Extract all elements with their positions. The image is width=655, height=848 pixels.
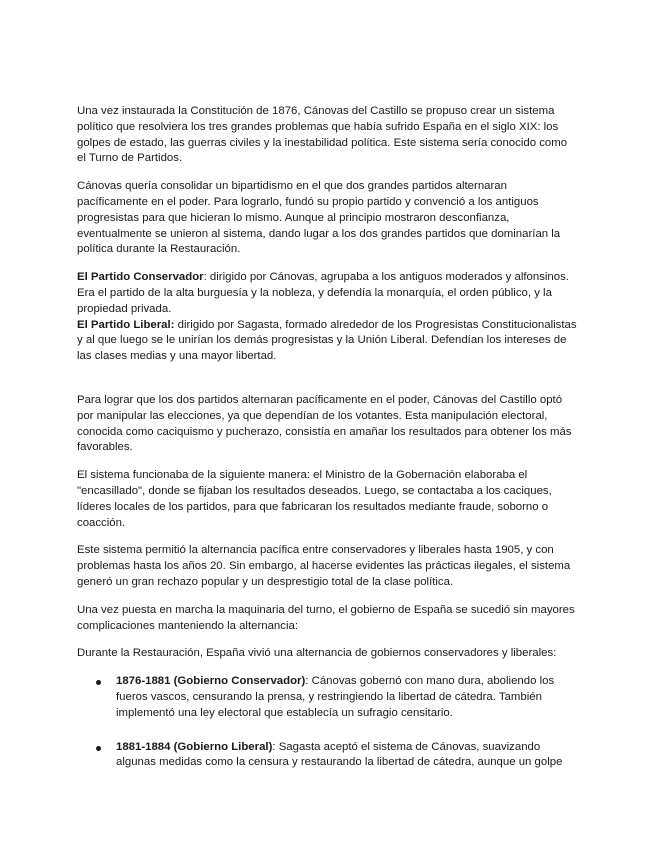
paragraph-alternancia: Este sistema permitió la alternancia pacífica entre conservadores y liberales hasta 1905, y con problemas hasta los años 20. Sin embargo, al hacerse evidentes las prácticas ilegales, el sistema generó un gran rechazo popular y un desprestigio total de la clase política. bbox=[77, 544, 571, 588]
partido-liberal-text: dirigido por Sagasta, formado alrededor de los Progresistas Constitucionalistas y al que luego se le unirían los demás progresistas y la Unión Liberal. Defendían los intereses de las clases medias y una mayor libertad. bbox=[77, 318, 577, 363]
document-page bbox=[77, 104, 577, 789]
list-item-text: : Sagasta aceptó el sistema de Cánovas, suavizando algunas medidas como la censura y restaurando la libertad de cátedra, aunque un golpe bbox=[116, 740, 563, 769]
paragraph-restauracion: Durante la Restauración, España vivió una alternancia de gobiernos conservadores y liberales: bbox=[77, 647, 557, 660]
gobiernos-list bbox=[77, 674, 577, 771]
paragraph-partido-liberal bbox=[77, 318, 577, 365]
paragraph-maquinaria: Una vez puesta en marcha la maquinaria del turno, el gobierno de España se sucedió sin mayores complicaciones manteniendo la alternancia: bbox=[77, 603, 575, 632]
partido-liberal-label: El Partido Liberal: bbox=[77, 318, 175, 331]
paragraph-bipartidismo: Cánovas quería consolidar un bipartidismo en el que dos grandes partidos alternaran pacíficamente en el poder. Para lograrlo, fundó su propio partido y convenció a los antiguos progresistas para que hicieran lo mismo. Aunque al principio mostraron desconfianza, eventualmente se unieron al sistema, dando lugar a los dos grandes partidos que dominarían la política durante la Restauración. bbox=[77, 180, 561, 256]
paragraph-partido-conservador bbox=[77, 270, 577, 317]
partido-conservador-text: : dirigido por Cánovas, agrupaba a los antiguos moderados y alfonsinos. Era el partido de la alta burguesía y la nobleza, y defendía la monarquía, el orden público, y la propiedad privada. bbox=[77, 271, 569, 315]
paragraph-intro: Una vez instaurada la Constitución de 1876, Cánovas del Castillo se propuso crear un sistema político que resolviera los tres grandes problemas que había sufrido España en el siglo XIX: los golpes de estado, las guerras civiles y la inestabilidad política. Este sistema sería conocido como el Turno de Partidos. bbox=[77, 105, 568, 165]
list-item-text: : Cánovas gobernó con mano dura, aboliendo los fueros vascos, censurando la prensa, y restringiendo la libertad de cátedra. También implementó una ley electoral que establecía un sufragio censitario. bbox=[116, 675, 555, 719]
bullet-icon bbox=[96, 680, 101, 685]
list-item bbox=[77, 674, 577, 721]
paragraph-funcionamiento: El sistema funcionaba de la siguiente manera: el Ministro de la Gobernación elaboraba el "encasillado", donde se fijaban los resultados deseados. Luego, se contactaba a los caciques, líderes locales de los partidos, para que fabricaran los resultados mediante fraude, soborno o coacción. bbox=[77, 469, 552, 529]
list-item-label: 1881-1884 (Gobierno Liberal) bbox=[116, 740, 273, 753]
list-item bbox=[77, 740, 577, 772]
list-item-label: 1876-1881 (Gobierno Conservador) bbox=[116, 675, 306, 688]
partido-conservador-label: El Partido Conservador bbox=[77, 271, 204, 284]
bullet-icon bbox=[96, 746, 101, 751]
paragraph-manipulacion: Para lograr que los dos partidos alternaran pacíficamente en el poder, Cánovas del Castillo optó por manipular las elecciones, ya que dependían de los votantes. Esta manipulación electoral, conocida como caciquismo y pucherazo, consistía en amañar los resultados para obtener los más favorables. bbox=[77, 393, 572, 454]
